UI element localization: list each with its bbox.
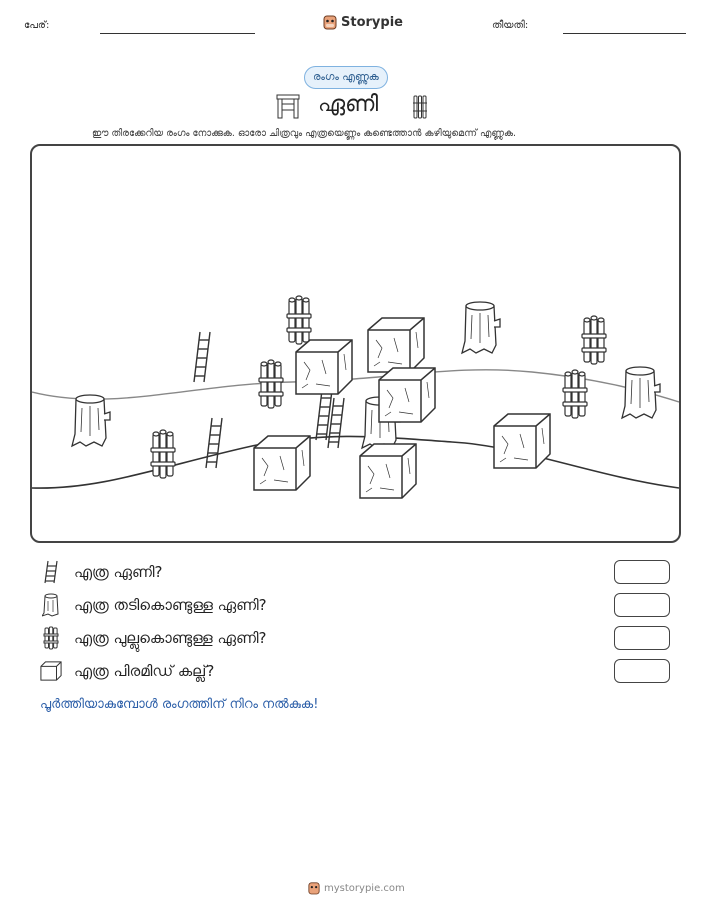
answer-box[interactable]	[614, 560, 670, 584]
storypie-mascot-icon	[323, 14, 337, 30]
answer-box[interactable]	[614, 593, 670, 617]
pyramid-stone	[368, 318, 424, 372]
ladder-icon	[40, 560, 62, 584]
grass-ladder	[259, 360, 283, 408]
answer-box[interactable]	[614, 659, 670, 683]
finish-instruction: പൂർത്തിയാകുമ്പോൾ രംഗത്തിന് നിറം നൽകുക!	[40, 697, 319, 712]
grass-ladder	[563, 370, 587, 418]
question-text: എത്ര ഏണി?	[74, 563, 163, 581]
question-text: എത്ര തടികൊണ്ടുള്ള ഏണി?	[74, 596, 267, 614]
activity-pill: രംഗം എണ്ണുക	[304, 66, 388, 89]
brand-logo	[323, 14, 403, 30]
name-label: പേര്:	[24, 20, 50, 31]
log-ladder-title-icon	[276, 94, 300, 124]
scene-illustration	[32, 146, 679, 541]
instructions: ഈ തിരക്കേറിയ രംഗം നോക്കുക. ഓരോ ചിത്രവും എത്രയെണ്ണം കണ്ടെത്താൻ കഴിയുമെന്ന് എണ്ണുക.	[92, 128, 517, 139]
count-scene	[30, 144, 681, 543]
date-field[interactable]	[563, 33, 686, 34]
name-field[interactable]	[100, 33, 255, 34]
stone-block-icon	[40, 659, 62, 683]
question-text: എത്ര പുല്ലുകൊണ്ടുള്ള ഏണി?	[74, 629, 267, 647]
question-text: എത്ര പിരമിഡ് കല്ല്?	[74, 662, 215, 680]
question-row	[40, 560, 162, 584]
pyramid-stone	[296, 340, 352, 394]
question-row	[40, 659, 214, 683]
page-title: ഏണി	[318, 92, 379, 117]
pyramid-stone	[494, 414, 550, 468]
grass-ladder-icon	[40, 626, 62, 650]
pyramid-stone	[254, 436, 310, 490]
grass-ladder	[151, 430, 175, 478]
grass-ladder-title-icon	[411, 94, 429, 124]
log-ladder	[462, 302, 500, 353]
log-ladder	[622, 367, 660, 418]
log-ladder	[72, 395, 110, 446]
question-row	[40, 626, 266, 650]
pyramid-stone	[360, 444, 416, 498]
grass-ladder	[582, 316, 606, 364]
pyramid-stone	[379, 368, 435, 422]
log-ladder-icon	[40, 593, 62, 617]
brand-name: Storypie	[341, 14, 403, 30]
ladder	[194, 332, 210, 382]
storypie-mascot-icon	[308, 881, 320, 895]
question-row	[40, 593, 267, 617]
footer	[308, 881, 405, 895]
footer-url[interactable]: mystorypie.com	[324, 882, 405, 894]
grass-ladder	[287, 296, 311, 344]
date-label: തീയതി:	[492, 20, 529, 31]
ladder	[206, 418, 222, 468]
ground-line	[32, 436, 679, 488]
answer-box[interactable]	[614, 626, 670, 650]
